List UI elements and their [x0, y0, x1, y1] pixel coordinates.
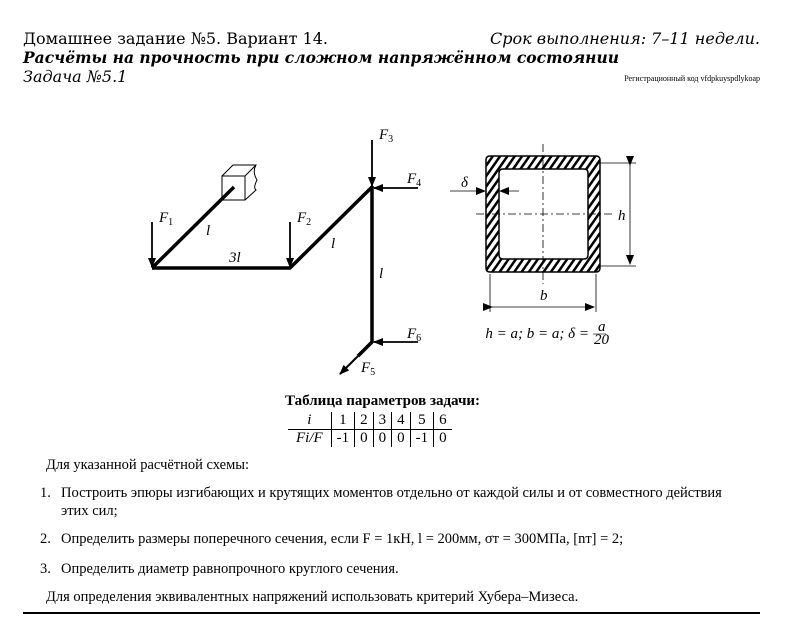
- subtitle: Расчёты на прочность при сложном напряжённом состоянии: [23, 48, 619, 67]
- force-arrow-f5: [340, 356, 358, 374]
- table-cell: 2: [355, 412, 374, 430]
- fraction-denominator: 20: [594, 332, 609, 348]
- item-number: 2.: [40, 531, 51, 547]
- label-f3: $F_3$: [379, 127, 394, 145]
- table-cell: 0: [355, 430, 374, 448]
- label-b: b: [540, 288, 548, 304]
- item-number: 1.: [40, 485, 51, 501]
- table-cell: 0: [373, 430, 392, 448]
- table-cell: 0: [439, 430, 447, 446]
- label-h: h: [618, 208, 626, 224]
- bottom-rule: [23, 612, 760, 614]
- cross-section: [450, 144, 636, 348]
- label-length-l: l: [331, 236, 336, 252]
- intro-text: Для указанной расчётной схемы:: [46, 457, 250, 473]
- label-length-l: l: [206, 223, 211, 239]
- item-number: 3.: [40, 561, 51, 577]
- label-f5: $F_5$: [361, 360, 376, 378]
- parameters-table: [288, 412, 452, 447]
- label-f4: $F_4$: [407, 171, 422, 189]
- fraction-numerator: a: [598, 319, 606, 335]
- assignment-title: Домашнее задание №5. Вариант 14.: [23, 29, 329, 48]
- label-length-l: l: [379, 266, 384, 282]
- table-title: Таблица параметров задачи:: [285, 393, 481, 409]
- deadline: Срок выполнения: 7–11 недели.: [490, 29, 760, 48]
- label-delta: δ: [461, 175, 468, 191]
- label-f6: $F_6$: [407, 326, 422, 344]
- label-length-3l: 3l: [229, 250, 241, 266]
- item-text: Определить диаметр равнопрочного круглого сечения.: [61, 561, 399, 577]
- section-formula: h = a; b = a; δ =: [485, 326, 589, 342]
- item-text: этих сил;: [61, 503, 118, 519]
- table-cell: 0: [392, 430, 411, 448]
- table-cell: 1: [331, 412, 355, 430]
- registration-code: Регистрационный код vfdpkuyspdlykoap: [624, 74, 760, 83]
- label-f1: $F_1$: [159, 210, 174, 228]
- note-text: Для определения эквивалентных напряжений использовать критерий Хубера–Мизеса.: [46, 589, 579, 605]
- table-row: [288, 430, 452, 448]
- table-header-cell: Fi/F: [288, 430, 331, 448]
- frame-beams: [152, 186, 372, 356]
- task-number: Задача №5.1: [23, 67, 128, 86]
- table-header-cell: i: [288, 412, 331, 430]
- item-text: Построить эпюры изгибающих и крутящих моментов отдельно от каждой силы и от совместного действия: [61, 485, 722, 501]
- force-arrows: [152, 140, 418, 374]
- item-text: Определить размеры поперечного сечения, если F = 1кН, l = 200мм, σт = 300МПа, [nт] = 2;: [61, 531, 624, 547]
- table-cell: 6: [439, 412, 447, 428]
- table-cell: 3: [373, 412, 392, 430]
- table-row: [288, 412, 452, 430]
- table-cell: 4: [392, 412, 411, 430]
- table-cell: -1: [331, 430, 355, 448]
- label-f2: $F_2$: [297, 210, 312, 228]
- table-cell: -1: [410, 430, 434, 448]
- table-cell: 5: [410, 412, 434, 430]
